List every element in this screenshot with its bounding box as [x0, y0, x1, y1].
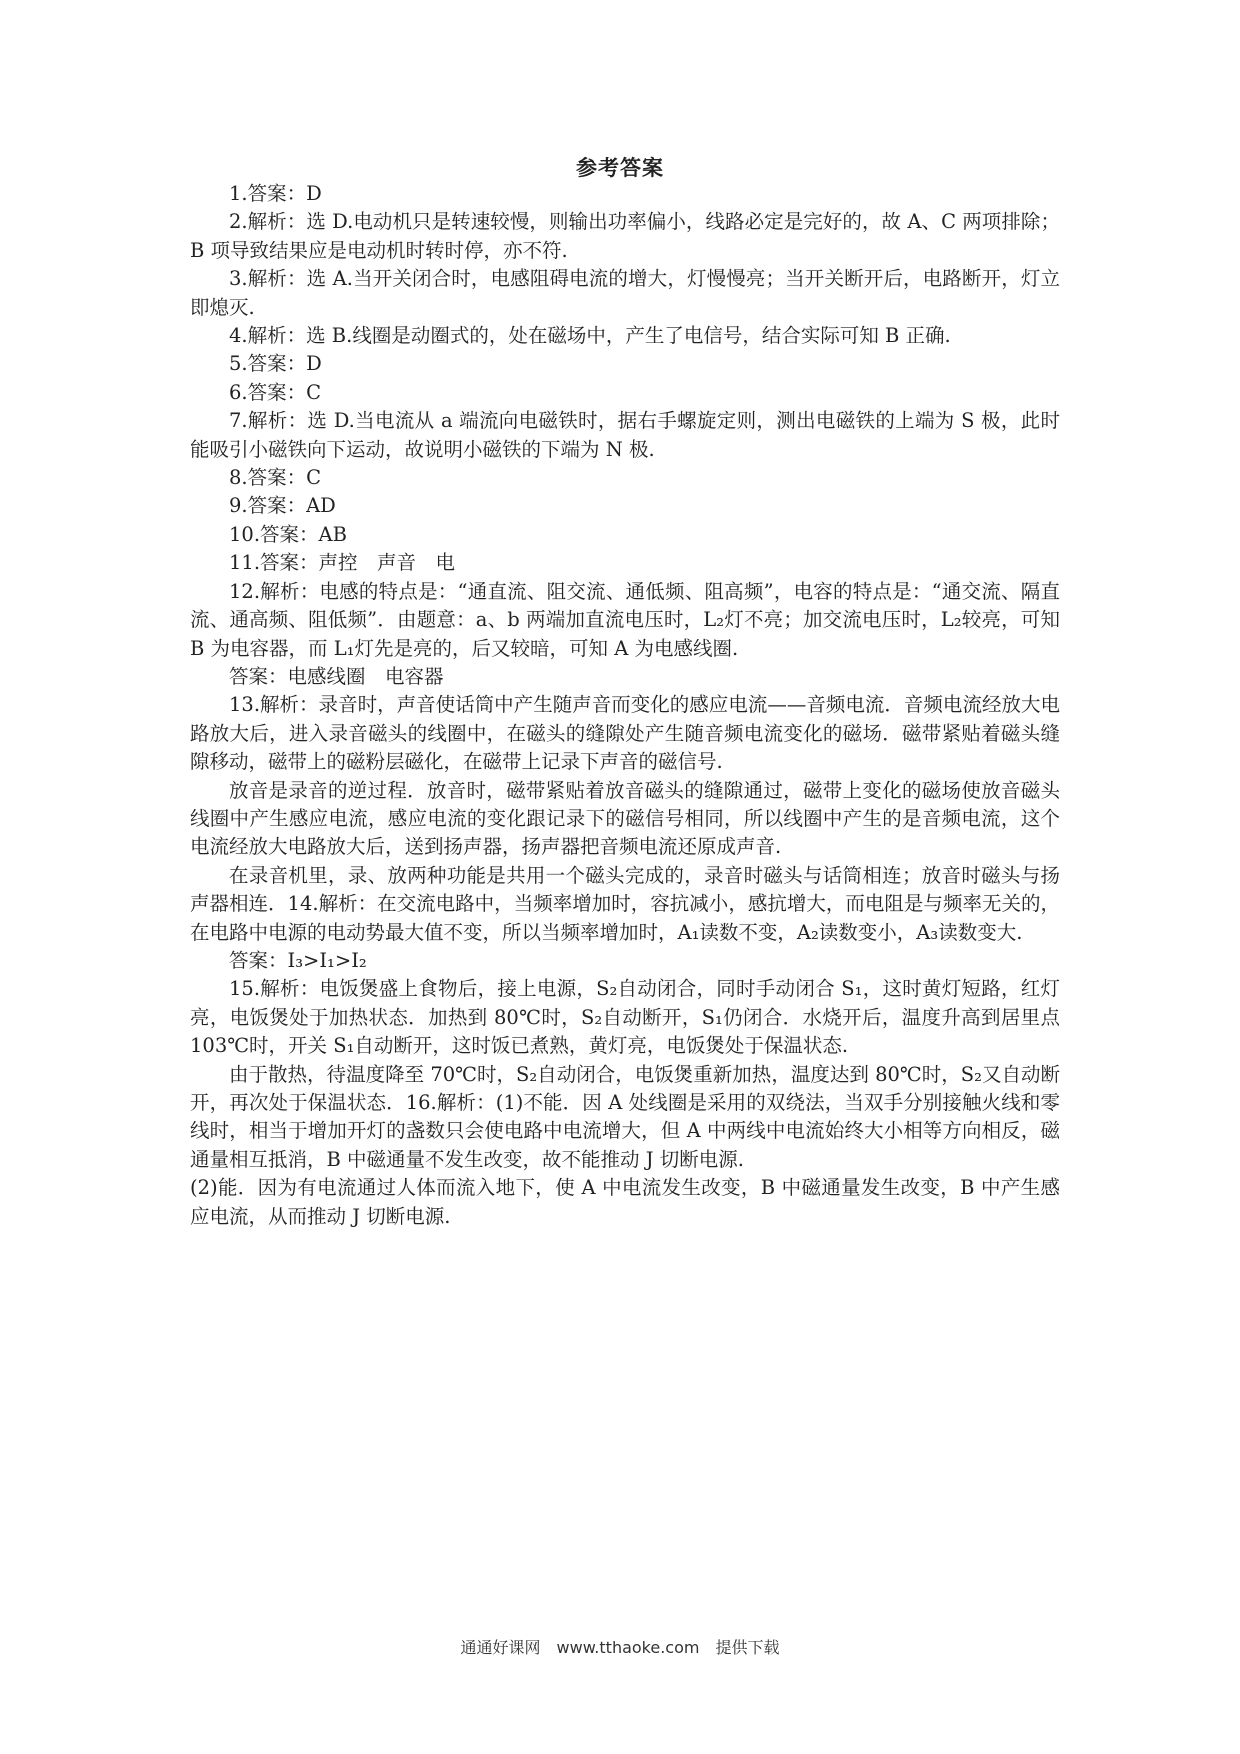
answer-paragraph: 12.解析：电感的特点是：“通直流、阻交流、通低频、阻高频”，电容的特点是：“通交流、隔直流、通高频、阻低频”．由题意：a、b 两端加直流电压时，L₂灯不亮；加交流电压时，L₂较亮，可知 B 为电容器，而 L₁灯先是亮的，后又较暗，可知 A 为电感线圈. [190, 579, 1060, 660]
answer-paragraph: 11.答案：声控 声音 电 [229, 551, 456, 575]
answer-paragraph: 放音是录音的逆过程．放音时，磁带紧贴着放音磁头的缝隙通过，磁带上变化的磁场使放音磁头线圈中产生感应电流，感应电流的变化跟记录下的磁信号相同，所以线圈中产生的是音频电流，这个电流经放大电路放大后，送到扬声器，扬声器把音频电流还原成声音. [190, 778, 1060, 859]
answer-paragraph: 在录音机里，录、放两种功能是共用一个磁头完成的，录音时磁头与话筒相连；放音时磁头与扬声器相连．14.解析：在交流电路中，当频率增加时，容抗减小，感抗增大，而电阻是与频率无关的，在电路中电源的电动势最大值不变，所以当频率增加时，A₁读数不变，A₂读数变小，A₃读数变大. [190, 863, 1060, 944]
answer-paragraph: 1.答案：D [229, 182, 322, 205]
answer-paragraph: 13.解析：录音时，声音使话筒中产生随声音而变化的感应电流——音频电流．音频电流经放大电路放大后，进入录音磁头的线圈中，在磁头的缝隙处产生随音频电流变化的磁场．磁带紧贴着磁头缝隙移动，磁带上的磁粉层磁化，在磁带上记录下声音的磁信号. [190, 693, 1060, 774]
page-footer: 通通好课网 www.tthaoke.com 提供下载 [460, 1638, 780, 1657]
answer-key-body [190, 180, 1060, 1231]
answer-paragraph: 15.解析：电饭煲盛上食物后，接上电源，S₂自动闭合，同时手动闭合 S₁，这时黄灯短路，红灯亮，电饭煲处于加热状态．加热到 80℃时，S₂自动断开，S₁仍闭合．水烧开后，温度升高到居里点 103℃时，开关 S₁自动断开，这时饭已煮熟，黄灯亮，电饭煲处于保温状态. [190, 977, 1060, 1058]
answer-paragraph: 8.答案：C [229, 466, 322, 490]
answer-paragraph: 9.答案：AD [229, 494, 336, 518]
answer-paragraph: 答案：I₃>I₁>I₂ [229, 948, 367, 972]
answer-paragraph: 2.解析：选 D.电动机只是转速较慢，则输出功率偏小，线路必定是完好的，故 A、C 两项排除；B 项导致结果应是电动机时转时停，亦不符. [190, 210, 1060, 262]
answer-paragraph: 由于散热，待温度降至 70℃时，S₂自动闭合，电饭煲重新加热，温度达到 80℃时，S₂又自动断开，再次处于保温状态．16.解析：(1)不能．因 A 处线圈是采用的双绕法，当双手分别接触火线和零线时，相当于增加开灯的盏数只会使电路中电流增大，但 A 中两线中电流始终大小相等方向相反，磁通量相互抵消，B 中磁通量不发生改变，故不能推动 J 切断电源. [190, 1062, 1060, 1171]
answer-paragraph: 答案：电感线圈 电容器 [229, 664, 444, 688]
answer-paragraph: 7.解析：选 D.当电流从 a 端流向电磁铁时，据右手螺旋定则，测出电磁铁的上端为 S 极，此时能吸引小磁铁向下运动，故说明小磁铁的下端为 N 极. [190, 409, 1060, 461]
answer-paragraph: 6.答案：C [229, 380, 322, 404]
answer-paragraph: 3.解析：选 A.当开关闭合时，电感阻碍电流的增大，灯慢慢亮；当开关断开后，电路断开，灯立即熄灭. [190, 267, 1060, 319]
answer-paragraph: 4.解析：选 B.线圈是动圈式的，处在磁场中，产生了电信号，结合实际可知 B 正确. [229, 324, 951, 348]
answer-paragraph: (2)能．因为有电流通过人体而流入地下，使 A 中电流发生改变，B 中磁通量发生改变，B 中产生感应电流，从而推动 J 切断电源. [190, 1176, 1060, 1228]
answer-paragraph: 5.答案：D [229, 352, 322, 376]
answer-paragraph: 10.答案：AB [229, 522, 347, 546]
page-title: 参考答案 [576, 155, 664, 180]
